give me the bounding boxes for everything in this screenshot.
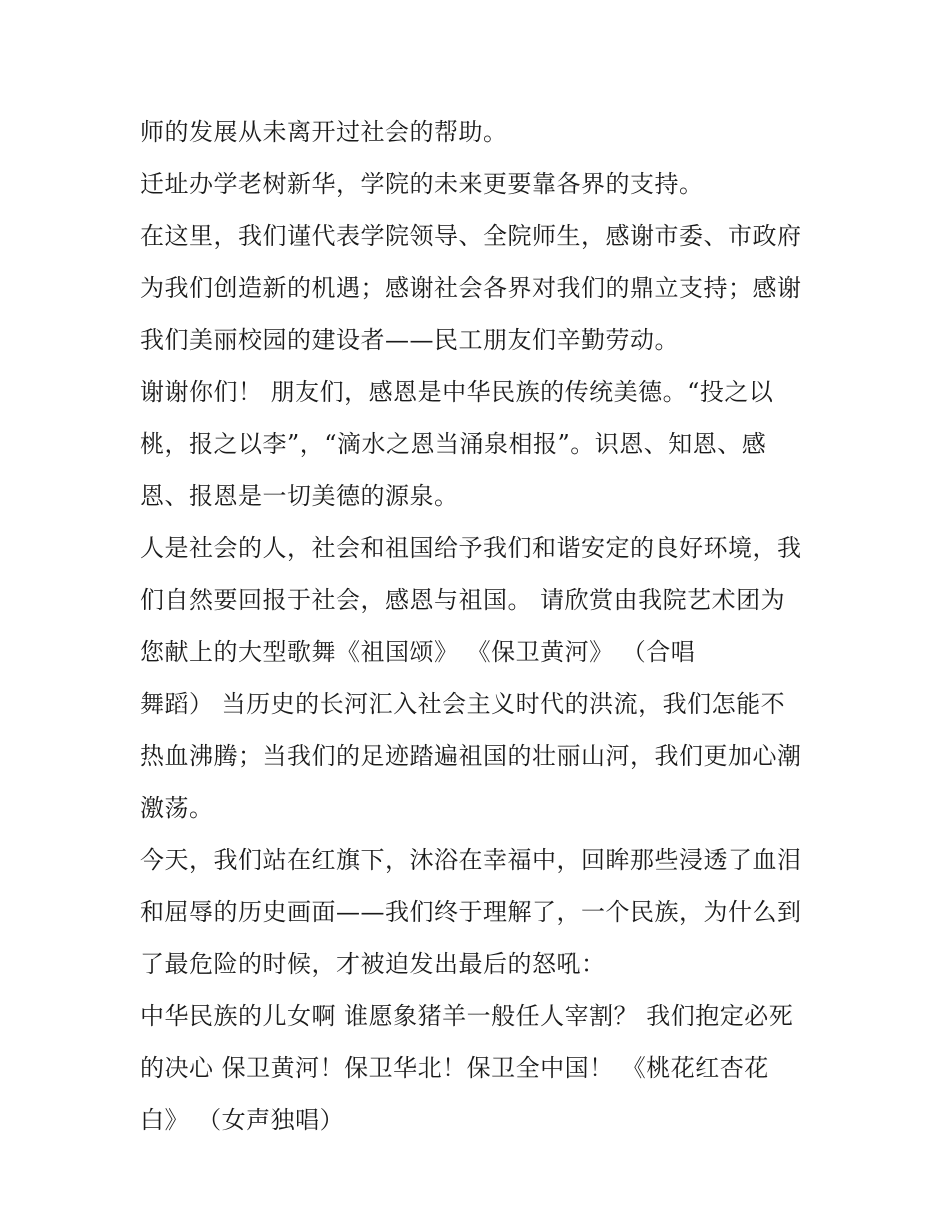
text-line: 热血沸腾；当我们的足迹踏遍祖国的壮丽山河，我们更加心潮 [140, 742, 802, 770]
document-body [140, 106, 830, 1146]
text-line: 的决心 保卫黄河！保卫华北！保卫全中国！ 《桃花红杏花 [140, 1054, 769, 1082]
text-line: 谢谢你们！ 朋友们，感恩是中华民族的传统美德。“投之以 [140, 378, 774, 406]
text-line: 恩、报恩是一切美德的源泉。 [140, 482, 459, 510]
text-line: 我们美丽校园的建设者——民工朋友们辛勤劳动。 [140, 326, 679, 354]
text-line: 人是社会的人，社会和祖国给予我们和谐安定的良好环境，我 [140, 534, 802, 562]
text-line: 您献上的大型歌舞《祖国颂》 《保卫黄河》 （合唱 [140, 638, 696, 666]
text-line: 了最危险的时候，才被迫发出最后的怒吼： [140, 950, 606, 978]
text-line: 桃，报之以李”，“滴水之恩当涌泉相报”。识恩、知恩、感 [140, 430, 767, 458]
text-line: 为我们创造新的机遇；感谢社会各界对我们的鼎立支持；感谢 [140, 274, 802, 302]
text-line: 今天，我们站在红旗下，沐浴在幸福中，回眸那些浸透了血泪 [140, 846, 802, 874]
text-line: 在这里，我们谨代表学院领导、全院师生，感谢市委、市政府 [140, 222, 802, 250]
text-line: 师的发展从未离开过社会的帮助。 [140, 118, 508, 146]
text-line: 激荡。 [140, 794, 214, 822]
text-line: 白》 （女声独唱） [140, 1106, 345, 1134]
text-line: 中华民族的儿女啊 谁愿象猪羊一般任人宰割？ 我们抱定必死 [140, 1002, 794, 1030]
text-line: 迁址办学老树新华，学院的未来更要靠各界的支持。 [140, 170, 704, 198]
text-line: 们自然要回报于社会，感恩与祖国。 请欣赏由我院艺术团为 [140, 586, 786, 614]
text-line: 和屈辱的历史画面——我们终于理解了，一个民族，为什么到 [140, 898, 802, 926]
text-line: 舞蹈） 当历史的长河汇入社会主义时代的洪流，我们怎能不 [140, 690, 786, 718]
